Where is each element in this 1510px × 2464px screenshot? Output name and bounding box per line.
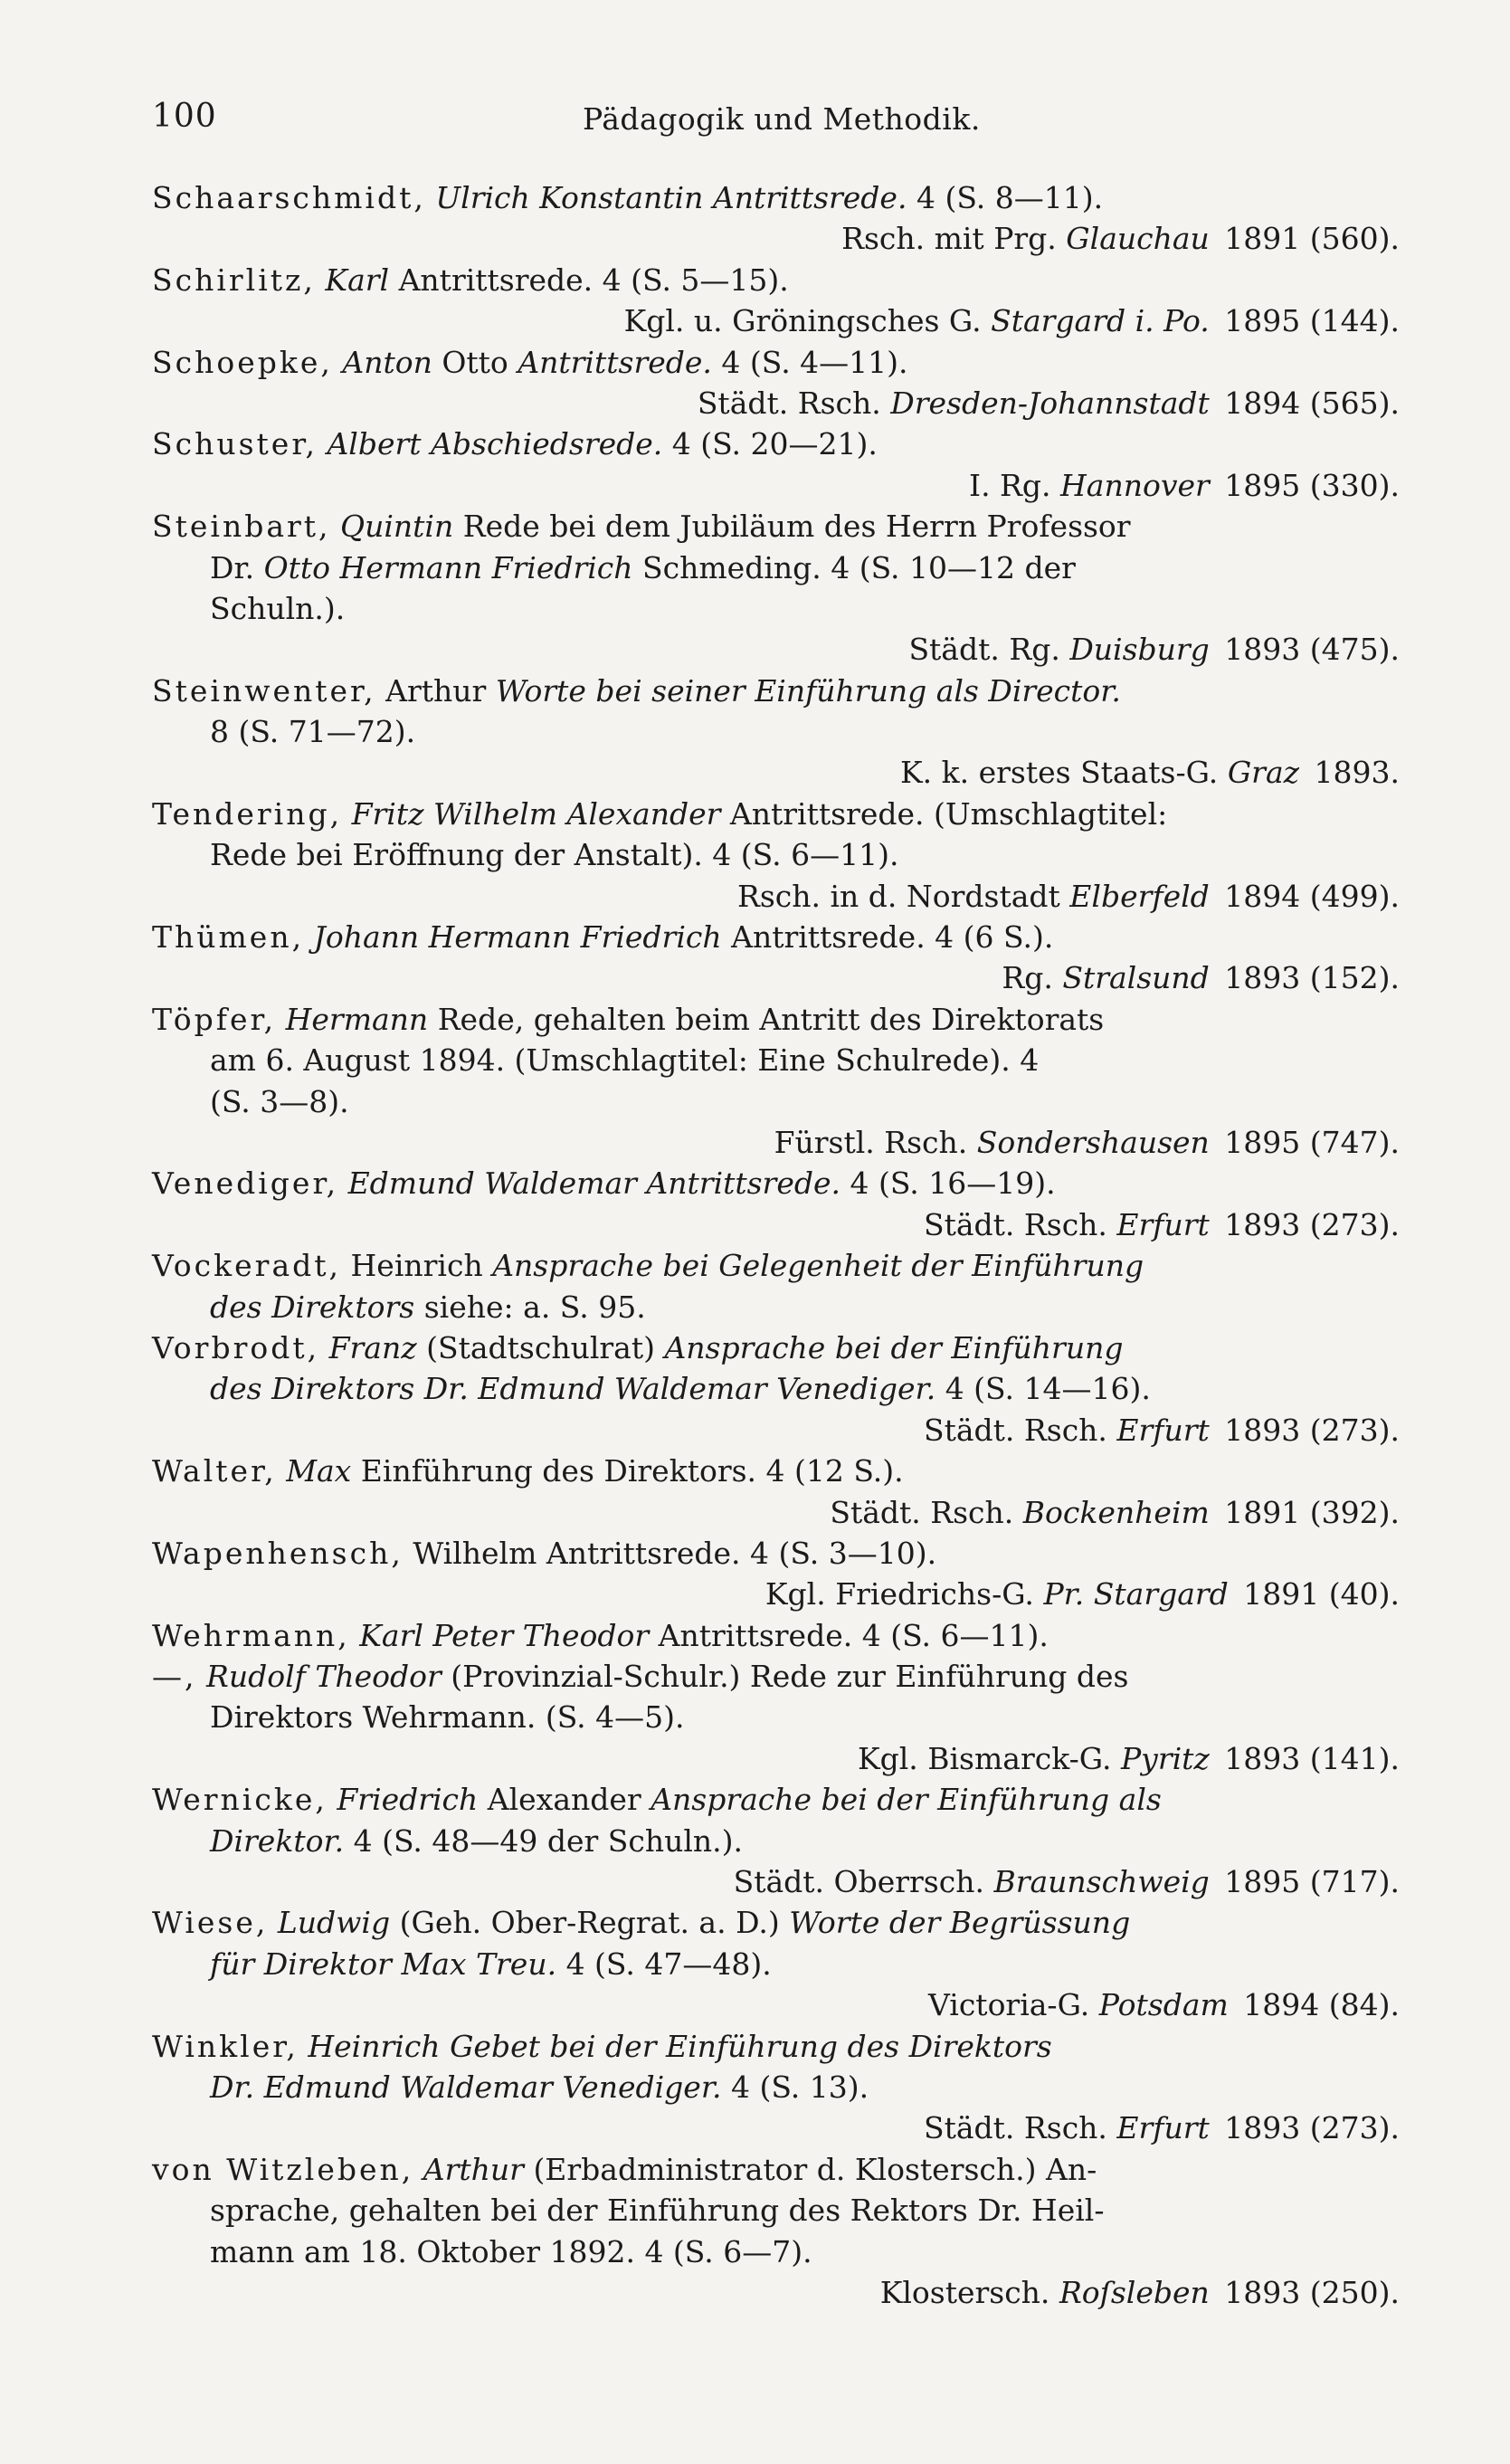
school-name: Rsch. in d. Nordstadt	[737, 878, 1060, 914]
bibliography-entry	[0, 423, 1510, 506]
page-header	[0, 98, 1510, 143]
entry-title: Ansprache bei Gelegenheit der Einführung	[492, 1248, 1144, 1284]
bibliography-entry	[0, 1245, 1510, 1327]
year-and-number: 1891 (392).	[1224, 1494, 1400, 1530]
entry-title: Worte bei seiner Einführung als Director.	[495, 672, 1121, 709]
author-given-name: Ludwig	[277, 1905, 391, 1941]
author-surname: Wernicke,	[152, 1782, 328, 1818]
school-name: Kgl. Bismarck-G.	[857, 1740, 1112, 1776]
school-city: Duisburg	[1069, 632, 1210, 668]
entry-continuation: sprache, gehalten bei der Einführung des Rektors Dr. Heil-	[210, 2193, 1105, 2229]
bibliography-entry	[0, 1902, 1510, 2025]
school-location	[0, 1984, 1510, 2025]
bibliography-entry	[0, 2026, 1510, 2149]
school-city: Braunschweig	[993, 1864, 1210, 1900]
entry-note: (Stadtschulrat)	[426, 1329, 655, 1365]
entry-title: Antrittsrede.	[712, 180, 907, 215]
year-and-number: 1893 (250).	[1224, 2274, 1400, 2310]
school-name: Städt. Rsch.	[924, 2110, 1107, 2146]
author-surname: Schirlitz,	[152, 262, 316, 298]
entry-details: Antrittsrede. 4 (6 S.).	[731, 919, 1054, 956]
author-given-name: Karl Peter Theodor	[359, 1617, 650, 1653]
author-surname: Thümen,	[152, 919, 305, 956]
entry-title: Antrittsrede.	[646, 1165, 840, 1202]
entry-details: Antrittsrede. (Umschlagtitel:	[729, 795, 1168, 832]
author-surname: Venediger,	[152, 1165, 339, 1202]
school-name: Rsch. mit Prg.	[841, 221, 1057, 257]
page-number: 100	[152, 98, 217, 135]
school-name: Städt. Rsch.	[924, 1206, 1107, 1242]
school-city: Erfurt	[1116, 1412, 1210, 1448]
author-surname: Winkler,	[152, 2028, 299, 2064]
author-surname: Tendering,	[152, 795, 343, 832]
entry-note: (Geh. Ober-Regrat. a. D.)	[399, 1905, 780, 1941]
year-and-number: 1891 (560).	[1224, 221, 1400, 257]
year-and-number: 1893 (273).	[1224, 1206, 1400, 1242]
school-location	[0, 1492, 1510, 1533]
year-and-number: 1894 (84).	[1243, 1987, 1400, 2023]
entry-details: (Provinzial-Schulr.) Rede zur Einführung des	[451, 1659, 1129, 1695]
school-name: Städt. Rsch.	[924, 1412, 1107, 1448]
school-location	[0, 383, 1510, 423]
author-given-name: Max	[286, 1453, 352, 1489]
entry-continuation-tail: Schmeding. 4 (S. 10—12 der	[642, 549, 1076, 585]
school-name: Kgl. Friedrichs-G.	[764, 1576, 1034, 1613]
school-location	[0, 752, 1510, 793]
school-name: Städt. Rsch.	[697, 385, 881, 421]
author-given-name: Rudolf Theodor	[206, 1659, 442, 1695]
entry-continuation-italic: Direktor.	[210, 1822, 345, 1859]
author-surname: Schuster,	[152, 426, 318, 462]
school-location	[0, 218, 1510, 259]
year-and-number: 1894 (565).	[1224, 385, 1400, 421]
author-surname: Wapenhensch,	[152, 1535, 404, 1571]
entry-title: Abschiedsrede.	[431, 426, 663, 462]
author-given-name: Anton	[342, 344, 432, 380]
school-city: Glauchau	[1066, 221, 1210, 257]
year-and-number: 1893 (141).	[1224, 1740, 1400, 1776]
bibliography-entry	[0, 342, 1510, 424]
school-city: Pr. Stargard	[1043, 1576, 1229, 1613]
school-location	[0, 876, 1510, 917]
entry-title: Worte der Begrüssung	[789, 1905, 1131, 1941]
entry-continuation-tail: 4 (S. 47—48).	[565, 1946, 772, 1982]
entry-title: Ansprache bei der Einführung als	[651, 1782, 1162, 1818]
entry-continuation: (S. 3—8).	[210, 1083, 349, 1119]
bibliography-entry	[0, 1327, 1510, 1451]
school-location	[0, 1122, 1510, 1163]
bibliography-entry	[0, 1615, 1510, 1656]
year-and-number: 1893 (273).	[1224, 2110, 1400, 2146]
bibliography-entry	[0, 671, 1510, 794]
entry-details: 4 (S. 4—11).	[721, 344, 908, 380]
author-given-name: Franz	[328, 1329, 417, 1365]
entry-continuation-italic: des Direktors Dr. Edmund Waldemar Venediger.	[210, 1371, 936, 1407]
entry-continuation: am 6. August 1894. (Umschlagtitel: Eine Schulrede). 4	[210, 1042, 1040, 1079]
school-location	[0, 1204, 1510, 1245]
school-name: I. Rg.	[969, 467, 1051, 503]
entry-continuation-italic: Dr. Edmund Waldemar Venediger.	[210, 2069, 722, 2105]
year-and-number: 1891 (40).	[1243, 1576, 1400, 1613]
year-and-number: 1895 (717).	[1224, 1864, 1400, 1900]
bibliography-entry	[0, 1656, 1510, 1779]
year-and-number: 1893 (475).	[1224, 632, 1400, 668]
school-location	[0, 1738, 1510, 1779]
entry-details: Antrittsrede. 4 (S. 6—11).	[658, 1617, 1049, 1653]
author-surname: Töpfer,	[152, 1001, 277, 1037]
entry-details: Antrittsrede. 4 (S. 3—10).	[546, 1535, 937, 1571]
school-city: Erfurt	[1116, 1206, 1210, 1242]
author-surname: Wiese,	[152, 1905, 269, 1941]
bibliography-entry	[0, 506, 1510, 671]
school-city: Graz	[1227, 755, 1300, 791]
entry-continuation: Rede bei Eröffnung der Anstalt). 4 (S. 6—11).	[210, 837, 899, 873]
school-city: Elberfeld	[1069, 878, 1210, 914]
author-surname: Schaarschmidt,	[152, 180, 426, 215]
school-name: Klostersch.	[879, 2274, 1050, 2310]
bibliography-entry	[0, 1779, 1510, 1902]
entry-details: 4 (S. 20—21).	[671, 426, 878, 462]
school-name: Rg.	[1002, 960, 1053, 996]
school-location	[0, 300, 1510, 341]
school-city: Sondershausen	[976, 1124, 1210, 1160]
entry-continuation: mann am 18. Oktober 1892. 4 (S. 6—7).	[210, 2233, 812, 2269]
bibliography-entry	[0, 1163, 1510, 1245]
entry-details: Rede bei dem Jubiläum des Herrn Professor	[462, 509, 1131, 545]
author-given-name: Arthur	[423, 2151, 524, 2187]
entry-continuation-italic: für Direktor Max Treu.	[210, 1946, 557, 1982]
author-surname: Steinwenter,	[152, 672, 376, 709]
bibliography-entry	[0, 1451, 1510, 1533]
school-location	[0, 957, 1510, 998]
school-city: Pyritz	[1120, 1740, 1210, 1776]
bibliography-entry	[0, 1533, 1510, 1615]
author-given-name: Johann Hermann Friedrich	[313, 919, 722, 956]
author-surname: Wehrmann,	[152, 1617, 350, 1653]
author-surname: Vorbrodt,	[152, 1329, 320, 1365]
author-given-name: Karl	[325, 262, 390, 298]
author-given-name-plain: Heinrich	[350, 1248, 483, 1284]
entry-continuation: Schuln.).	[210, 590, 346, 626]
school-name: Kgl. u. Gröningsches G.	[623, 303, 982, 339]
entry-details: Rede, gehalten beim Antritt des Direktorats	[437, 1001, 1105, 1037]
author-surname: Vockeradt,	[152, 1248, 342, 1284]
school-name: Städt. Rg.	[908, 632, 1060, 668]
year-and-number: 1893 (273).	[1224, 1412, 1400, 1448]
entry-continuation: Direktors Wehrmann. (S. 4—5).	[210, 1699, 685, 1736]
school-location	[0, 2107, 1510, 2148]
school-city: Stargard i. Po.	[991, 303, 1210, 339]
school-location	[0, 629, 1510, 670]
author-given-name: Quintin	[340, 509, 454, 545]
entry-details: 4 (S. 16—19).	[850, 1165, 1056, 1202]
entry-continuation: Dr.	[210, 549, 255, 585]
school-location	[0, 2272, 1510, 2313]
school-name: Victoria-G.	[928, 1987, 1090, 2023]
bibliography-entry	[0, 917, 1510, 999]
author-given-name: Edmund Waldemar	[347, 1165, 637, 1202]
entry-details: Antrittsrede. 4 (S. 5—15).	[398, 262, 789, 298]
bibliography-entry	[0, 177, 1510, 260]
author-surname: von Witzleben,	[152, 2151, 414, 2187]
entry-continuation-tail: 4 (S. 13).	[730, 2069, 869, 2105]
author-given-name-plain: Arthur	[385, 672, 487, 709]
author-given-name: Hermann	[285, 1001, 429, 1037]
author-given-name: Ulrich Konstantin	[435, 180, 704, 215]
entry-continuation-tail: 4 (S. 14—16).	[945, 1371, 1151, 1407]
entry-title: Gebet bei der Einführung des Direktors	[450, 2028, 1052, 2064]
year-and-number: 1893 (152).	[1224, 960, 1400, 996]
school-location	[0, 465, 1510, 506]
school-city: Hannover	[1060, 467, 1210, 503]
author-given-name: Albert	[327, 426, 422, 462]
author-surname: —,	[152, 1659, 197, 1695]
year-and-number: 1895 (144).	[1224, 303, 1400, 339]
entry-title: Ansprache bei der Einführung	[664, 1329, 1124, 1365]
author-given-name: Friedrich	[337, 1782, 479, 1818]
school-name: Städt. Oberrsch.	[733, 1864, 984, 1900]
year-and-number: 1895 (747).	[1224, 1124, 1400, 1160]
author-surname: Steinbart,	[152, 509, 331, 545]
author-given-name: Fritz Wilhelm Alexander	[351, 795, 721, 832]
author-surname: Schoepke,	[152, 344, 333, 380]
entry-continuation-italic: Otto Hermann Friedrich	[263, 549, 633, 585]
school-city: Potsdam	[1098, 1987, 1229, 2023]
entry-title: Antrittsrede.	[518, 344, 712, 380]
bibliography-list	[0, 177, 1510, 2313]
entry-details: Einführung des Direktors. 4 (12 S.).	[360, 1453, 904, 1489]
bibliography-entry	[0, 794, 1510, 917]
school-name: Fürstl. Rsch.	[774, 1124, 968, 1160]
author-given-name: Heinrich	[308, 2028, 441, 2064]
bibliography-entry	[0, 2149, 1510, 2314]
school-location	[0, 1410, 1510, 1451]
bibliography-entry	[0, 999, 1510, 1164]
entry-details: (Erbadministrator d. Klostersch.) An-	[533, 2151, 1097, 2187]
school-name: K. k. erstes Staats-G.	[900, 755, 1219, 791]
author-surname: Walter,	[152, 1453, 277, 1489]
author-given-name-plain: Wilhelm	[413, 1535, 537, 1571]
entry-continuation: 8 (S. 71—72).	[210, 714, 416, 750]
author-given-name-plain: Otto	[442, 344, 508, 380]
school-city: Roſsleben	[1059, 2274, 1210, 2310]
school-city: Dresden-Johannstadt	[890, 385, 1210, 421]
entry-details: 4 (S. 8—11).	[916, 180, 1104, 215]
school-location	[0, 1574, 1510, 1614]
entry-continuation-tail: 4 (S. 48—49 der Schuln.).	[353, 1822, 744, 1859]
school-name: Städt. Rsch.	[830, 1494, 1014, 1530]
running-title: Pädagogik und Methodik.	[583, 101, 981, 137]
year-and-number: 1895 (330).	[1224, 467, 1400, 503]
school-location	[0, 1861, 1510, 1902]
entry-continuation-italic: des Direktors	[210, 1289, 415, 1325]
school-city: Stralsund	[1062, 960, 1210, 996]
entry-continuation-tail: siehe: a. S. 95.	[423, 1289, 646, 1325]
year-and-number: 1893.	[1314, 755, 1400, 791]
author-given-name-plain: Alexander	[487, 1782, 641, 1818]
year-and-number: 1894 (499).	[1224, 878, 1400, 914]
school-city: Bockenheim	[1022, 1494, 1210, 1530]
bibliography-entry	[0, 260, 1510, 342]
school-city: Erfurt	[1116, 2110, 1210, 2146]
